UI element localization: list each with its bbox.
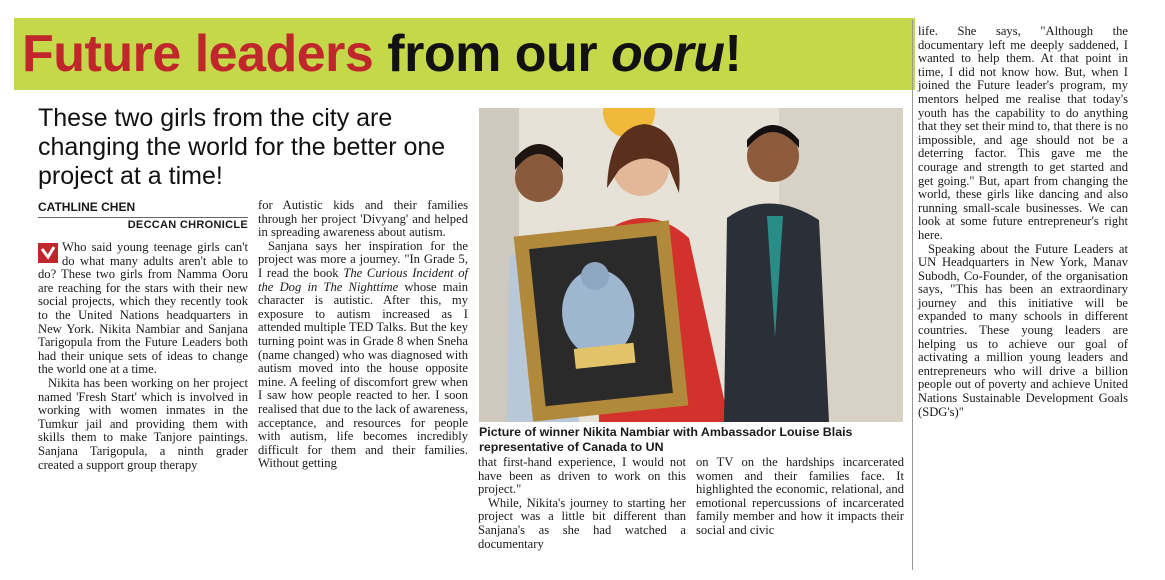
headline	[22, 20, 741, 88]
paragraph	[38, 241, 248, 377]
column-1	[38, 241, 248, 472]
column-5	[918, 25, 1128, 419]
column-2	[258, 199, 468, 471]
byline: CATHLINE CHEN	[38, 200, 248, 218]
deck-subheading: These two girls from the city are changing the world for the better one project at a time!	[38, 104, 446, 190]
headline-part-red: Future leaders	[22, 25, 374, 83]
paragraph: Speaking about the Future Leaders at UN Headquarters in New York, Manav Subodh, Co-Founder, of the organisation says, "This has been an extraordinary journey and this initiative will be expanded to many schools in different countries. These young leaders are helping us to achieve our goal of activating a million young leaders and entrepreneurs who will drive a billion people out of poverty and achieve United Nations Sustainable Development Goals (SDG's)"	[918, 241, 1128, 419]
dropcap-check-icon	[38, 243, 58, 263]
paragraph	[258, 240, 468, 471]
column-4	[696, 456, 904, 538]
headline-exclamation: !	[724, 25, 742, 83]
photo-caption: Picture of winner Nikita Nambiar with Ambassador Louise Blais representative of Canada to UN	[479, 425, 853, 454]
headline-part-black: from our	[373, 25, 612, 83]
paragraph-text: whose main character is autistic. After this, my exposure to autism increased as I attended multiple TED Talks. But the key turning point was in Grade 8 when Sneha (name changed) who was diagnosed with autism moved into the house opposite mine. A feeling of discomfort grew when I saw how people reacted to her. I soon realised that due to the lack of awareness, acceptance, and resources for people with autism, life becomes incredibly difficult for them and their families. Without getting	[258, 279, 468, 471]
paragraph: While, Nikita's journey to starting her project was a little bit different than Sanjana's as she had watched a documentary	[478, 495, 686, 551]
source-credit: DECCAN CHRONICLE	[127, 219, 248, 231]
book-title: The Curious Incident of the Dog in The Nighttime	[258, 265, 468, 294]
headline-part-italic: ooru	[611, 25, 725, 83]
paragraph: for Autistic kids and their families through her project 'Divyang' and helped in spreading awareness about autism.	[258, 198, 468, 240]
paragraph: life. She says, "Although the documentary left me deeply saddened, I wanted to help them. At that point in time, I did not know how. But, when I joined the Future leader's program, my mentors helped me realise that today's youth has the capability to do anything that they set their mind to, that there is no impossible, and age should not be a deterring factor. This gave me the courage and strength to get started and get going." But, apart from changing the world, these girls like dancing and also running small-scale businesses. We can look at some future entrepreneur's right here.	[918, 24, 1128, 242]
column-divider	[912, 20, 913, 570]
paragraph-text: Sanjana says her inspiration for the project was more a journey. "In Grade 5, I read the book	[258, 238, 468, 280]
paragraph: on TV on the hardships incarcerated women and their families face. It highlighted the economic, relational, and emotional repercussions of incarcerated family member and how it impacts their social and civic	[696, 455, 904, 537]
paragraph-text: Who said young teenage girls can't do what many adults aren't able to do? These two girls from Namma Ooru are reaching for the stars with their new social projects, which they recently took to the United Nations headquarters in New York. Nikita Nambiar and Sanjana Tarigopula from the Future Leaders both had their unique sets of ideas to change the world one at a time.	[38, 240, 248, 377]
news-photo	[479, 108, 903, 422]
column-3	[478, 456, 686, 551]
paragraph: Nikita has been working on her project named 'Fresh Start' which is involved in working with women inmates in the Tumkur jail and providing them with skills them to make Tanjore paintings. Sanjana Tarigopula, a ninth grader created a support group therapy	[38, 375, 248, 472]
paragraph: that first-hand experience, I would not have been as driven to work on this project."	[478, 455, 686, 497]
